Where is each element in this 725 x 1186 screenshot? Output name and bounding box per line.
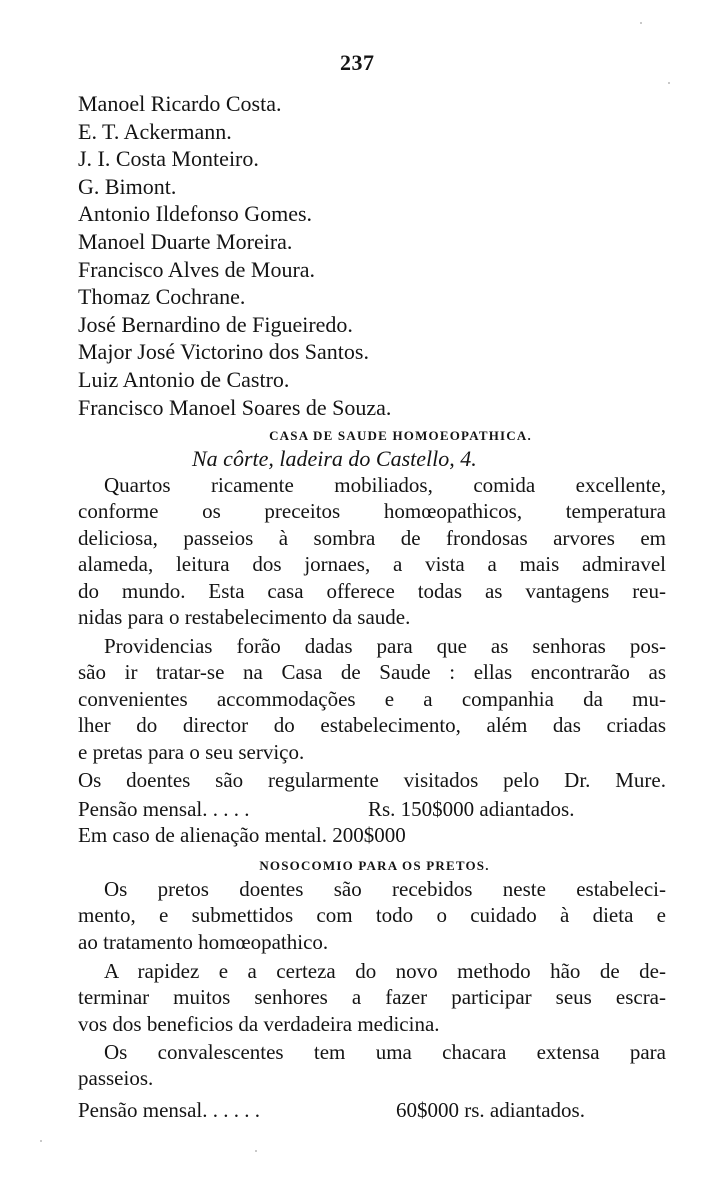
name-entry: Manoel Duarte Moreira. xyxy=(78,228,293,254)
text-line: deliciosa, passeios à sombra de frondosas arvores em xyxy=(78,525,666,550)
nosocomio-pension-line xyxy=(78,1098,585,1123)
text-line: ao tratamento homœopathico. xyxy=(78,929,329,954)
paper-speck xyxy=(668,82,670,84)
text-line: A rapidez e a certeza do novo methodo hão de de- xyxy=(104,959,666,983)
text-line: e pretas para o seu serviço. xyxy=(78,739,305,764)
text-line: Providencias forão dadas para que as senhoras pos- xyxy=(104,634,666,658)
text-line: mento, e submettidos com todo o cuidado à dieta e xyxy=(78,903,666,928)
casa-paragraph-rooms xyxy=(78,472,666,630)
text-line: passeios. xyxy=(78,1066,154,1091)
page-number: 237 xyxy=(340,50,375,75)
paper-speck xyxy=(255,1150,257,1152)
nosocomio-paragraph-method xyxy=(78,958,666,1037)
text-line: lher do director do estabelecimento, além das criadas xyxy=(78,713,666,738)
nosocomio-paragraph-patients xyxy=(78,876,666,955)
text-line: vos dos beneficios da verdadeira medicina. xyxy=(78,1011,440,1036)
paper-speck xyxy=(640,22,642,24)
text-line: do mundo. Esta casa offerece todas as vantagens reu- xyxy=(78,578,666,603)
name-entry: E. T. Ackermann. xyxy=(78,118,232,144)
name-entry: Major José Victorino dos Santos. xyxy=(78,339,369,365)
text-line: convenientes accommodações e a companhia da mu- xyxy=(78,686,666,711)
paper-speck xyxy=(40,1140,42,1142)
pension-label: Pensão mensal. . . . . xyxy=(78,797,250,821)
section-heading-nosocomio: NOSOCOMIO PARA OS PRETOS. xyxy=(259,858,490,873)
pension-amount: 60$000 rs. adiantados. xyxy=(396,1098,585,1122)
casa-alienation-line: Em caso de alienação mental. 200$000 xyxy=(78,823,406,847)
name-entry: J. I. Costa Monteiro. xyxy=(78,146,259,172)
name-entry: Francisco Alves de Moura. xyxy=(78,256,316,282)
text-line: são ir tratar-se na Casa de Saude : ellas encontrarão as xyxy=(78,660,666,685)
name-entry: Antonio Ildefonso Gomes. xyxy=(78,201,313,227)
name-entry: G. Bimont. xyxy=(78,173,177,199)
casa-address: Na côrte, ladeira do Castello, 4. xyxy=(192,446,477,471)
name-entry: Luiz Antonio de Castro. xyxy=(78,366,290,392)
text-line: terminar muitos senhores a fazer participar seus escra- xyxy=(78,985,666,1010)
pension-label: Pensão mensal. . . . . . xyxy=(78,1098,260,1122)
name-list xyxy=(78,90,678,421)
name-entry: José Bernardino de Figueiredo. xyxy=(78,311,353,337)
text-line: nidas para o restabelecimento da saude. xyxy=(78,605,411,630)
name-entry: Manoel Ricardo Costa. xyxy=(78,91,282,116)
text-line: conforme os preceitos homœopathicos, temperatura xyxy=(78,499,666,524)
pension-amount: Rs. 150$000 adiantados. xyxy=(368,797,575,821)
section-heading-casa-de-saude: CASA DE SAUDE HOMOEOPATHICA. xyxy=(269,428,532,443)
text-line: Os pretos doentes são recebidos neste estabeleci- xyxy=(104,877,666,901)
text-line: Os doentes são regularmente visitados pelo Dr. Mure. xyxy=(78,768,666,792)
nosocomio-paragraph-convalescents xyxy=(78,1039,666,1092)
casa-paragraph-ladies xyxy=(78,633,666,765)
text-line: Os convalescentes tem uma chacara extensa para xyxy=(104,1040,666,1064)
text-line: alameda, leitura dos jornaes, a vista a mais admiravel xyxy=(78,552,666,577)
name-entry: Thomaz Cochrane. xyxy=(78,284,246,310)
text-line: Quartos ricamente mobiliados, comida excellente, xyxy=(104,473,666,497)
name-entry: Francisco Manoel Soares de Souza. xyxy=(78,394,392,420)
casa-pension-line xyxy=(78,797,666,822)
casa-visits xyxy=(78,767,666,793)
